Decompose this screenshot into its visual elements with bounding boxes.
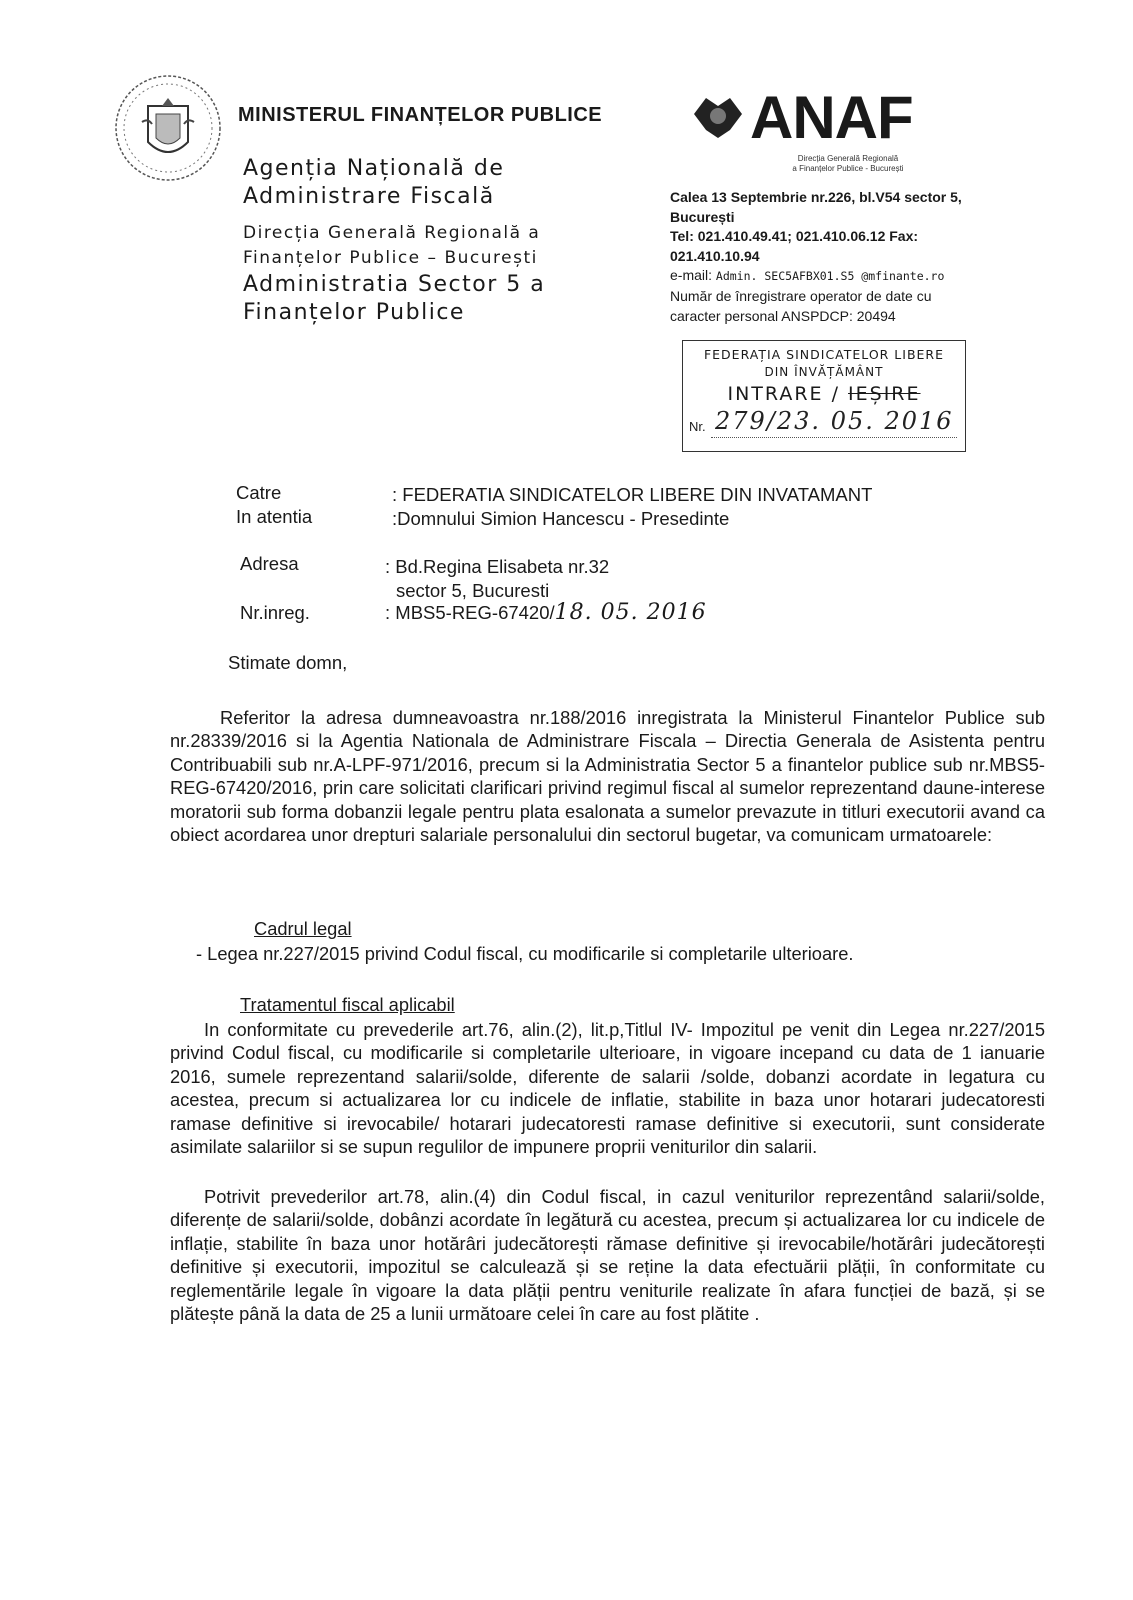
registration-stamp <box>682 340 966 452</box>
adresa-value-2: sector 5, Bucuresti <box>396 580 550 601</box>
email-label: e-mail: <box>670 267 716 284</box>
intro-paragraph: Referitor la adresa dumneavoastra nr.188/2016 inregistrata la Ministerul Finantelor Publice sub nr.28339/2016 si la Agentia Nationala de Administrare Fiscala – Directia Generala de Asistenta pentru Contribuabili sub nr.A-LPF-971/2016, precum si la Administratia Sector 5 a finantelor publice sub nr.MBS5-REG-67420/2016, prin care solicitati clarificari privind regimul fiscal al sumelor reprezentand daune-interese moratorii sub forma dobanzii legale pentru plata esalonata a sumelor prevazute in titluri executorii avand ca obiect acordarea unor drepturi salariale personalului din sectorul bugetar, va comunicam urmatoarele: <box>170 707 1045 846</box>
ministry-title: MINISTERUL FINANȚELOR PUBLICE <box>238 104 603 126</box>
nrinreg-value: : MBS5-REG-67420/ <box>385 602 555 623</box>
anaf-logo-subtitle <box>760 154 936 174</box>
administration-name <box>243 271 545 327</box>
directia-line-2: Finanțelor Publice – București <box>243 248 538 268</box>
section-cadrul-legal-title: Cadrul legal <box>254 918 352 939</box>
tel-line-1: Tel: 021.410.49.41; 021.410.06.12 Fax: <box>670 228 919 245</box>
section-cadrul-legal-item: - Legea nr.227/2015 privind Codul fiscal, cu modificarile si completarile ulterioare. <box>196 943 854 964</box>
adresa-label: Adresa <box>240 553 299 574</box>
contact-block <box>670 188 1030 326</box>
anaf-eagle-icon <box>694 98 742 138</box>
anaf-sub-line-2: a Finanțelor Publice - București <box>792 164 904 173</box>
tratament-paragraph-2: Potrivit prevederilor art.78, alin.(4) din Codul fiscal, in cazul veniturilor reprezentând salarii/solde, diferențe de salarii/solde, dobânzi acordate în legătură cu acestea, precum și actualizarea lor cu indicele de inflație, stabilite în baza unor hotărâri judecătorești rămase definitive și irevocabile/hotărâri judecătorești definitive și executorii, impozitul se calculează și se reține la data efectuării plății, în conformitate cu reglementările legale în vigoare la data plății pentru veniturile realizate în afara funcției de bază, și se plătește până la data de 25 a lunii următoare celei în care au fost plătite . <box>170 1186 1045 1325</box>
catre-label: Catre <box>236 482 282 503</box>
directia-line-1: Direcția Generală Regională a <box>243 223 541 243</box>
address-line-2: București <box>670 208 735 225</box>
agency-name <box>243 155 504 211</box>
stamp-handwritten-number: 279/23. 05. 2016 <box>715 407 954 435</box>
stamp-dotted-line <box>711 437 957 438</box>
anaf-logo-text: ANAF <box>750 84 913 146</box>
email-line <box>670 266 1030 287</box>
section-tratament-title: Tratamentul fiscal aplicabil <box>240 994 455 1015</box>
anaf-sub-line-1: Direcția Generală Regională <box>797 154 899 163</box>
operator-line-2: caracter personal ANSPDCP: 20494 <box>670 307 896 324</box>
tratament-paragraph-1: In conformitate cu prevederile art.76, alin.(2), lit.p,Titlul IV- Impozitul pe venit din Legea nr.227/2015 privind Codul fiscal, cu modificarile si completarile ulterioare, in vigoare incepand cu data de 1 ianuarie 2016, sumele reprezentand salarii/solde, diferente de salarii /solde, dobanzi acordate in legatura cu acestea, precum si actualizarea lor cu indicele de inflatie, stabilite in baza unor hotarari judecatoresti ramase definitive si irevocabile/ hotarari judecatoresti ramase definitive si executorii, sunt considerate asimilate salariilor si se supun regulilor de impunere proprii veniturilor din salarii. <box>170 1019 1045 1158</box>
agency-line-2: Administrare Fiscală <box>243 184 495 209</box>
admin-line-2: Finanțelor Publice <box>243 300 465 325</box>
stamp-nr-label: Nr. <box>689 419 706 434</box>
nrinreg-field <box>385 602 707 624</box>
stamp-line-2: DIN ÎNVĂȚĂMÂNT <box>764 365 884 379</box>
atentia-label: In atentia <box>236 506 313 527</box>
anaf-logo <box>686 84 946 146</box>
catre-value: : FEDERATIA SINDICATELOR LIBERE DIN INVATAMANT <box>392 484 873 505</box>
nrinreg-handwritten-date: 18. 05. 2016 <box>554 600 707 625</box>
agency-line-1: Agenția Națională de <box>243 156 505 181</box>
admin-line-1: Administratia Sector 5 a <box>243 272 546 297</box>
directia-name <box>243 221 540 271</box>
stamp-iesire: IEȘIRE <box>848 383 921 405</box>
address-line-1: Calea 13 Septembrie nr.226, bl.V54 sector 5, <box>670 189 962 205</box>
stamp-intrare-iesire <box>683 383 965 405</box>
stamp-intrare: INTRARE / <box>727 383 849 405</box>
salutation: Stimate domn, <box>228 652 348 673</box>
operator-line-1: Număr de înregistrare operator de date cu <box>670 287 932 304</box>
romania-coat-of-arms-seal <box>112 72 224 184</box>
nrinreg-label: Nr.inreg. <box>240 602 310 623</box>
tel-line-2: 021.410.10.94 <box>670 247 760 264</box>
adresa-value-1: : Bd.Regina Elisabeta nr.32 <box>385 556 610 577</box>
stamp-line-1: FEDERAȚIA SINDICATELOR LIBERE <box>703 347 945 362</box>
atentia-value: :Domnului Simion Hancescu - Presedinte <box>392 508 730 529</box>
email-value: Admin. SEC5AFBX01.S5 @mfinante.ro <box>715 269 945 284</box>
